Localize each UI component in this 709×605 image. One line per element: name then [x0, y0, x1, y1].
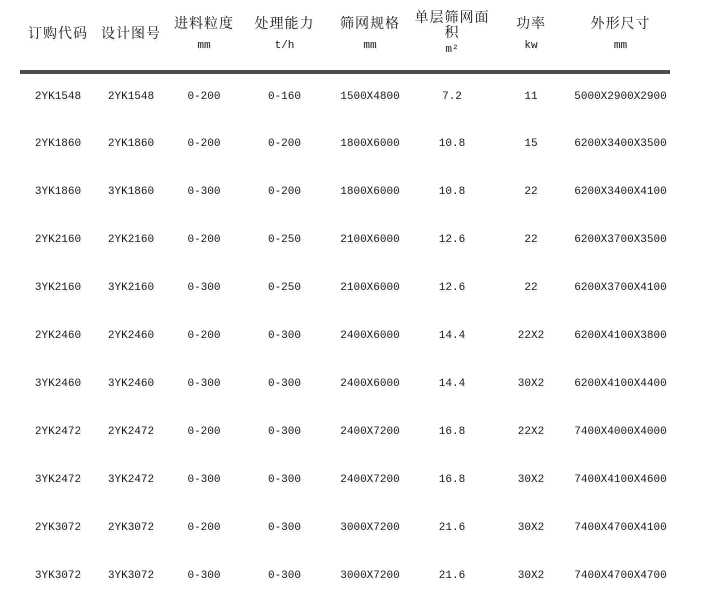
table-cell: 7.2 [442, 91, 462, 103]
table-cell: 6200X4100X4400 [574, 378, 667, 390]
table-cell: 2YK1860 [107, 138, 155, 150]
table-cell: 12.6 [438, 234, 466, 246]
table-cell: 2YK2160 [107, 234, 155, 246]
table-cell: 3YK3072 [34, 570, 82, 582]
table-cell: 14.4 [438, 330, 466, 342]
table-cell: 3YK2160 [34, 282, 82, 294]
table-cell: 0-250 [267, 282, 301, 294]
table-cell: 0-200 [187, 330, 221, 342]
table-cell: 0-200 [267, 186, 301, 198]
column-unit: mm [197, 39, 211, 52]
table-cell: 5000X2900X2900 [574, 91, 667, 103]
table-cell: 2400X6000 [340, 330, 400, 342]
table-cell: 15 [524, 138, 538, 150]
table-cell: 0-200 [187, 91, 221, 103]
table-cell: 10.8 [438, 186, 466, 198]
table-cell: 2YK2472 [107, 426, 155, 438]
table-cell: 2YK2472 [34, 426, 82, 438]
table-cell: 0-300 [187, 570, 221, 582]
table-cell: 16.8 [438, 474, 466, 486]
table-cell: 0-300 [187, 282, 221, 294]
table-cell: 2400X6000 [340, 378, 400, 390]
table-cell: 10.8 [438, 138, 466, 150]
table-cell: 2400X7200 [340, 426, 400, 438]
table-cell: 3YK1860 [107, 186, 155, 198]
column-unit: mm [363, 39, 377, 52]
table-cell: 2YK1860 [34, 138, 82, 150]
column-label: 外形尺寸 [590, 16, 651, 33]
table-cell: 2100X6000 [340, 234, 400, 246]
table-cell: 11 [524, 91, 538, 103]
table-cell: 1500X4800 [340, 91, 400, 103]
table-cell: 21.6 [438, 570, 466, 582]
column-label: 功率 [516, 16, 546, 33]
table-cell: 2YK2460 [107, 330, 155, 342]
table-cell: 14.4 [438, 378, 466, 390]
table-row [20, 552, 670, 600]
column-label: 处理能力 [254, 16, 315, 33]
table-cell: 2YK2160 [34, 234, 82, 246]
table-cell: 22X2 [517, 330, 545, 342]
table-cell: 6200X3400X3500 [574, 138, 667, 150]
table-cell: 0-300 [267, 570, 301, 582]
column-header [571, 0, 670, 72]
table-cell: 7400X4100X4600 [574, 474, 667, 486]
table-cell: 0-200 [187, 426, 221, 438]
table-cell: 12.6 [438, 282, 466, 294]
spec-table [20, 0, 670, 600]
table-cell: 6200X3700X4100 [574, 282, 667, 294]
table-cell: 2400X7200 [340, 474, 400, 486]
table-cell: 0-200 [187, 138, 221, 150]
table-row [20, 360, 670, 408]
table-cell: 16.8 [438, 426, 466, 438]
table-cell: 22 [524, 282, 538, 294]
table-cell: 22 [524, 234, 538, 246]
column-label: 进料粒度 [174, 16, 234, 33]
table-cell: 1800X6000 [340, 138, 400, 150]
column-header [491, 0, 571, 72]
table-cell: 2YK1548 [34, 91, 82, 103]
table-cell: 0-300 [267, 522, 301, 534]
table-cell: 6200X3700X3500 [574, 234, 667, 246]
table-cell: 0-300 [187, 378, 221, 390]
column-header [20, 0, 96, 72]
column-label: 单层筛网面 [414, 11, 490, 27]
column-unit: mm [613, 39, 628, 52]
table-cell: 0-300 [187, 474, 221, 486]
column-unit: kw [524, 39, 538, 52]
table-cell: 3000X7200 [340, 570, 400, 582]
table-cell: 7400X4000X4000 [574, 426, 667, 438]
table-cell: 1800X6000 [340, 186, 400, 198]
table-cell: 3YK2460 [34, 378, 82, 390]
column-unit: m² [445, 44, 459, 56]
table-cell: 3YK3072 [107, 570, 155, 582]
table-row [20, 408, 670, 456]
column-unit: t/h [274, 39, 295, 52]
table-cell: 6200X3400X4100 [574, 186, 667, 198]
header-row [20, 0, 670, 72]
table-row [20, 312, 670, 360]
table-cell: 22X2 [517, 426, 545, 438]
column-header [96, 0, 166, 72]
table-cell: 30X2 [517, 522, 545, 534]
table-cell: 3000X7200 [340, 522, 400, 534]
table-cell: 0-300 [267, 426, 301, 438]
table-cell: 0-300 [267, 378, 301, 390]
table-cell: 0-200 [267, 138, 301, 150]
table-cell: 0-200 [187, 522, 221, 534]
table-row [20, 504, 670, 552]
table-row [20, 264, 670, 312]
table-cell: 2YK3072 [107, 522, 155, 534]
column-header [413, 0, 491, 72]
column-header [242, 0, 327, 72]
table-cell: 2YK1548 [107, 91, 155, 103]
column-header [327, 0, 413, 72]
table-cell: 22 [524, 186, 538, 198]
table-cell: 0-200 [187, 234, 221, 246]
table-cell: 30X2 [517, 474, 545, 486]
table-cell: 3YK1860 [34, 186, 82, 198]
column-header [166, 0, 242, 72]
column-label: 订购代码 [28, 26, 88, 43]
table-cell: 3YK2472 [34, 474, 82, 486]
table-cell: 6200X4100X3800 [574, 330, 667, 342]
table-cell: 0-250 [267, 234, 301, 246]
column-label: 筛网规格 [340, 16, 400, 33]
table-cell: 21.6 [438, 522, 466, 534]
table-cell: 0-300 [267, 474, 301, 486]
table-cell: 7400X4700X4700 [574, 570, 667, 582]
table-header [20, 0, 670, 72]
table-cell: 0-300 [267, 330, 301, 342]
column-label-line2: 积 [444, 26, 460, 42]
table-cell: 2YK2460 [34, 330, 82, 342]
column-label: 设计图号 [101, 26, 161, 43]
table-row [20, 72, 670, 120]
table-row [20, 456, 670, 504]
table-cell: 0-160 [267, 91, 301, 103]
table-row [20, 216, 670, 264]
table-cell: 3YK2472 [107, 474, 155, 486]
table-cell: 7400X4700X4100 [574, 522, 667, 534]
table-cell: 3YK2460 [107, 378, 155, 390]
table-cell: 30X2 [517, 378, 545, 390]
table-cell: 2YK3072 [34, 522, 82, 534]
table-cell: 2100X6000 [340, 282, 400, 294]
table-cell: 3YK2160 [107, 282, 155, 294]
table-cell: 0-300 [187, 186, 221, 198]
table-body [20, 72, 670, 600]
table-row [20, 120, 670, 168]
table-row [20, 168, 670, 216]
table-cell: 30X2 [517, 570, 545, 582]
